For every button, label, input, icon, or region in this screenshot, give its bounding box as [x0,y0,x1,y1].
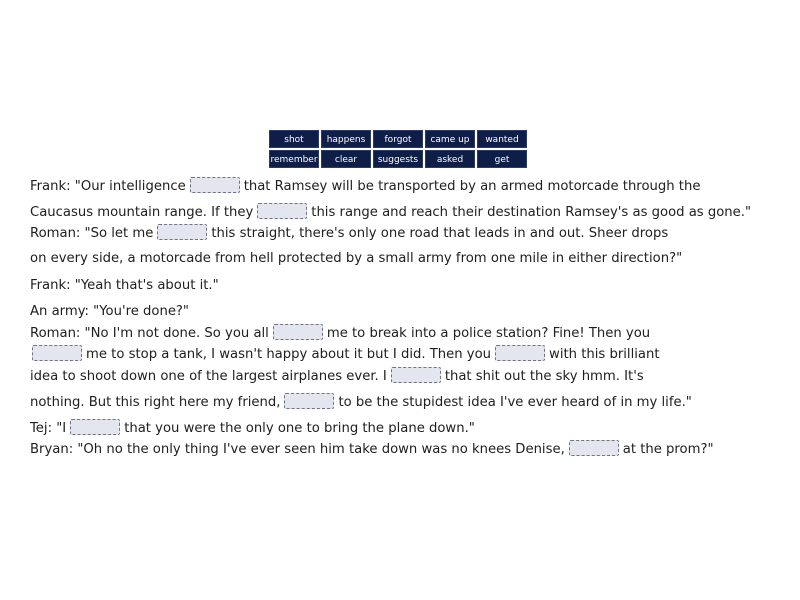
word-bank [269,130,531,170]
line-text: Frank: "Our intelligence [30,179,186,194]
blank-3[interactable] [157,224,207,240]
word-tile-asked[interactable]: asked [425,150,475,168]
blank-1[interactable] [190,177,240,193]
script-line-4 [30,250,682,268]
line-text: Roman: "No I'm not done. So you all [30,326,269,341]
line-text: Caucasus mountain range. If they [30,205,254,220]
line-text: idea to shoot down one of the largest airplanes ever. I [30,369,387,384]
script-line-1 [30,177,700,196]
line-text: that Ramsey will be transported by an armed motorcade through the [243,179,701,194]
word-tile-happens[interactable]: happens [321,130,371,148]
line-text: at the prom?" [622,442,714,457]
blank-7[interactable] [391,367,441,383]
blank-2[interactable] [257,203,307,219]
line-text: on every side, a motorcade from hell protected by a small army from one mile in either direction?" [30,251,683,266]
line-text: Tej: "I [30,421,67,436]
word-tile-came-up[interactable]: came up [425,130,475,148]
line-text: me to stop a tank, I wasn't happy about it but I did. Then you [86,347,492,362]
word-bank-row-2 [269,150,531,168]
word-tile-clear[interactable]: clear [321,150,371,168]
word-tile-suggests[interactable]: suggests [373,150,423,168]
line-text: me to break into a police station? Fine! Then you [326,326,651,341]
word-tile-wanted[interactable]: wanted [477,130,527,148]
script-line-12 [30,440,714,459]
blank-6[interactable] [495,345,545,361]
script-line-7 [30,324,650,343]
line-text: this range and reach their destination Ramsey's as good as gone." [311,205,752,220]
word-bank-row-1 [269,130,531,148]
script-line-3 [30,224,668,243]
blank-4[interactable] [273,324,323,340]
line-text: with this brilliant [549,347,660,362]
word-tile-remember[interactable]: remember [269,150,319,168]
word-tile-forgot[interactable]: forgot [373,130,423,148]
line-text: Bryan: "Oh no the only thing I've ever seen him take down was no knees Denise, [30,442,565,457]
blank-5[interactable] [32,345,82,361]
line-text: An army: "You're done?" [30,304,190,319]
blank-10[interactable] [569,440,619,456]
line-text: Roman: "So let me [30,226,154,241]
blank-9[interactable] [70,419,120,435]
script-line-9 [30,367,644,386]
line-text: that you were the only one to bring the plane down." [124,421,475,436]
word-tile-shot[interactable]: shot [269,130,319,148]
script-line-8 [30,345,660,364]
script-line-10 [30,393,692,412]
script-line-6 [30,303,189,321]
script-line-2 [30,203,751,222]
script-line-5 [30,277,219,295]
line-text: nothing. But this right here my friend, [30,395,281,410]
line-text: that shit out the sky hmm. It's [444,369,644,384]
line-text: to be the stupidest idea I've ever heard of in my life." [338,395,692,410]
script-line-11 [30,419,475,438]
blank-8[interactable] [284,393,334,409]
word-tile-get[interactable]: get [477,150,527,168]
line-text: this straight, there's only one road that leads in and out. Sheer drops [211,226,669,241]
line-text: Frank: "Yeah that's about it." [30,278,219,293]
